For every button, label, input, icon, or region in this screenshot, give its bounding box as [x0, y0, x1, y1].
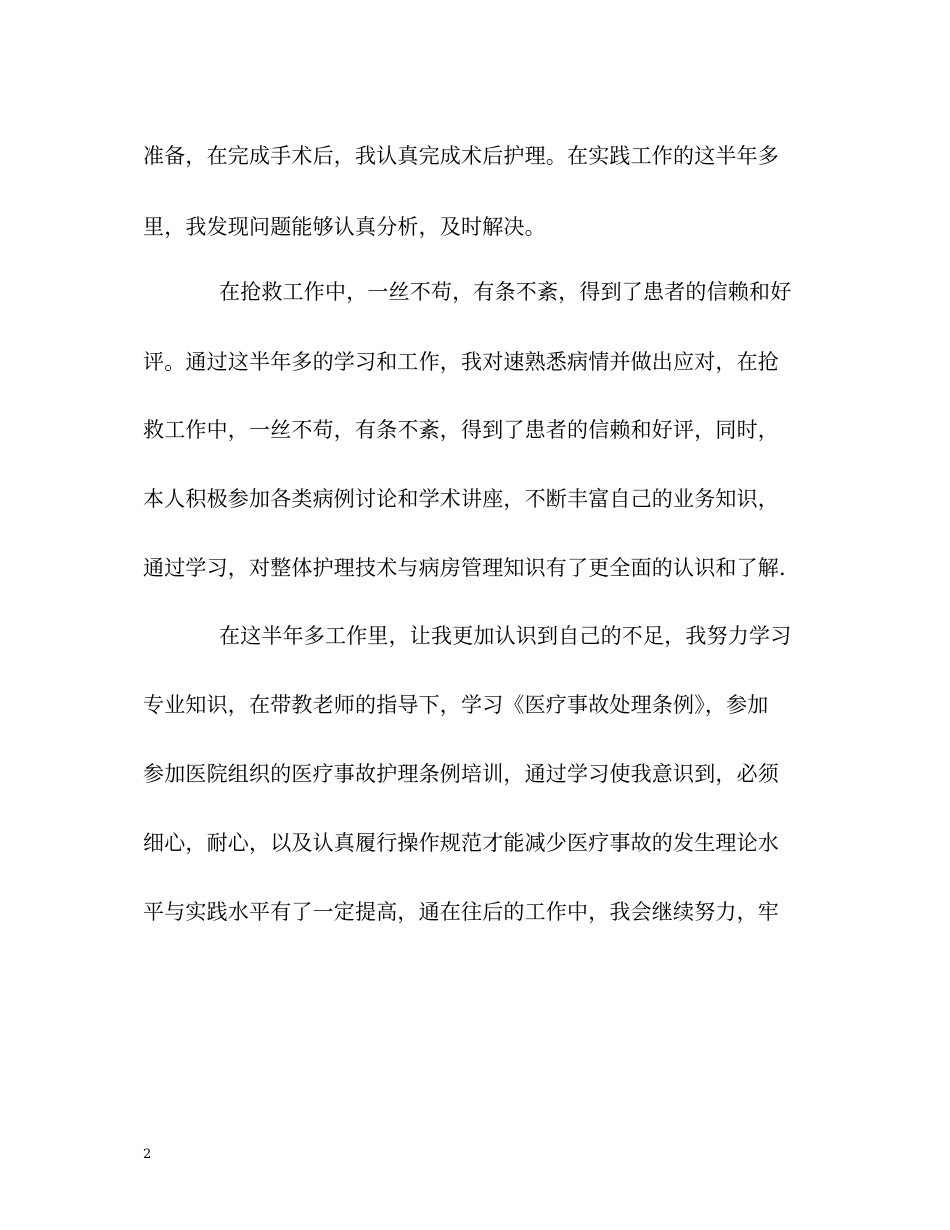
text-line-8: 在这半年多工作里，让我更加认识到自己的不足，我努力学习 — [219, 624, 792, 648]
text-line-6: 本人积极参加各类病例讨论和学术讲座，不断丰富自己的业务知识， — [143, 487, 779, 511]
text-line-2: 里，我发现问题能够认真分析，及时解决。 — [143, 215, 546, 239]
text-line-1: 准备，在完成手术后，我认真完成术后护理。在实践工作的这半年多 — [143, 144, 779, 168]
text-line-10: 参加医院组织的医疗事故护理条例培训，通过学习使我意识到，必须 — [143, 762, 779, 786]
text-line-3: 在抢救工作中，一丝不苟，有条不紊，得到了患者的信赖和好 — [219, 280, 792, 304]
text-line-7: 通过学习，对整体护理技术与病房管理知识有了更全面的认识和了解. — [143, 556, 786, 580]
text-line-5: 救工作中，一丝不苟，有条不紊，得到了患者的信赖和好评，同时， — [143, 418, 779, 442]
text-line-4: 评。通过这半年多的学习和工作，我对速熟悉病情并做出应对，在抢 — [143, 350, 779, 374]
page-number: 2 — [143, 1147, 152, 1162]
text-line-12: 平与实践水平有了一定提高，通在往后的工作中，我会继续努力，牢 — [143, 900, 779, 924]
text-line-9: 专业知识，在带教老师的指导下，学习《医疗事故处理条例》，参加 — [143, 693, 769, 717]
text-line-11: 细心，耐心，以及认真履行操作规范才能减少医疗事故的发生理论水 — [143, 831, 779, 855]
